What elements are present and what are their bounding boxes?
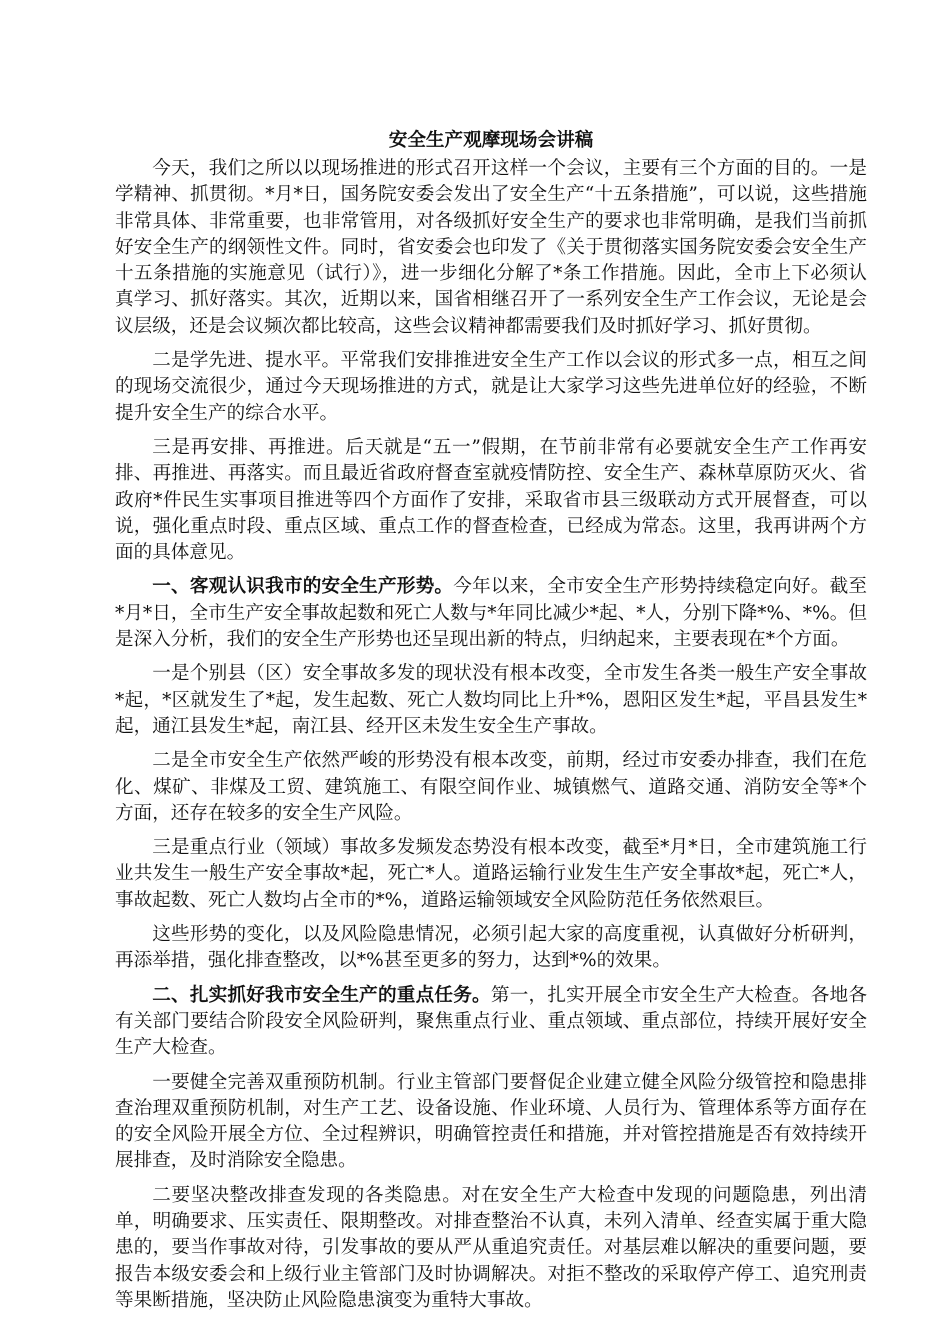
paragraph-situation-three (115, 835, 867, 914)
paragraph-text: 今天，我们之所以以现场推进的形式召开这样一个会议，主要有三个方面的目的。一是学精神、抓贯彻。*月*日，国务院安委会发出了安全生产“十五条措施”，可以说，这些措施非常具体、非常重要，也非常管用，对各级抓好安全生产的要求也非常明确，是我们当前抓好安全生产的纲领性文件。同时，省安委会也印发了《关于贯彻落实国务院安委会安全生产十五条措施的实施意见（试行）》，进一步细化分解了*条工作措施。因此，全市上下必须认真学习、抓好落实。其次，近期以来，国省相继召开了一系列安全生产工作会议，无论是会议层级，还是会议频次都比较高，这些会议精神都需要我们及时抓好学习、抓好贯彻。 (115, 158, 867, 337)
paragraph-text: 三是再安排、再推进。后天就是“五一”假期，在节前非常有必要就安全生产工作再安排、再推进、再落实。而且最近省政府督查室就疫情防控、安全生产、森林草原防灭火、省政府*件民生实事项目推进等四个方面作了安排，采取省市县三级联动方式开展督查，可以说，强化重点时段、重点区域、重点工作的督查检查，已经成为常态。这里，我再讲两个方面的具体意见。 (115, 436, 867, 564)
paragraph-text: 第一，扎实开展全市安全生产大检查。各地各有关部门要结合阶段安全风险研判，聚焦重点行业、重点领域、重点部位，持续开展好安全生产大检查。 (115, 984, 867, 1059)
paragraph-text: 二是全市安全生产依然严峻的形势没有根本改变，前期，经过市安委办排查，我们在危化、煤矿、非煤及工贸、建筑施工、有限空间作业、城镇燃气、道路交通、消防安全等*个方面，还存在较多的安全生产风险。 (115, 750, 867, 824)
paragraph-task-two (115, 1183, 867, 1314)
paragraph-text: 这些形势的变化，以及风险隐患情况，必须引起大家的高度重视，认真做好分析研判，再添举措，强化排查整改，以*%甚至更多的努力，达到*%的效果。 (115, 924, 867, 972)
paragraph-text: 二要坚决整改排查发现的各类隐患。对在安全生产大检查中发现的问题隐患，列出清单，明确要求、压实责任、限期整改。对排查整治不认真，未列入清单、经查实属于重大隐患的，要当作事故对待，引发事故的要从严从重追究责任。对基层难以解决的重要问题，要报告本级安委会和上级行业主管部门及时协调解决。对拒不整改的采取停产停工、追究刑责等果断措施，坚决防止风险隐患演变为重特大事故。 (115, 1184, 867, 1311)
paragraph-text: 二是学先进、提水平。平常我们安排推进安全生产工作以会议的形式多一点，相互之间的现场交流很少，通过今天现场推进的方式，就是让大家学习这些先进单位好的经验，不断提升安全生产的综合水平。 (115, 350, 867, 424)
document-title: 安全生产观摩现场会讲稿 (388, 130, 594, 151)
paragraph-section-one (115, 574, 867, 653)
document-page (115, 128, 867, 1322)
paragraph-purpose-two (115, 348, 867, 427)
paragraph-intro (115, 156, 867, 340)
paragraph-purpose-three (115, 435, 867, 566)
paragraph-situation-one (115, 661, 867, 740)
paragraph-text: 三是重点行业（领域）事故多发频发态势没有根本改变，截至*月*日，全市建筑施工行业共发生一般生产安全事故*起，死亡*人。道路运输行业发生生产安全事故*起，死亡*人，事故起数、死亡人数均占全市的*%，道路运输领域安全风险防范任务依然艰巨。 (115, 837, 867, 911)
paragraph-text: 一要健全完善双重预防机制。行业主管部门要督促企业建立健全风险分级管控和隐患排查治理双重预防机制，对生产工艺、设备设施、作业环境、人员行为、管理体系等方面存在的安全风险开展全方位、全过程辨识，明确管控责任和措施，并对管控措施是否有效持续开展排查，及时消除安全隐患。 (115, 1071, 867, 1172)
paragraph-section-two (115, 983, 867, 1062)
section-heading: 一、客观认识我市的安全生产形势。 (152, 576, 454, 598)
paragraph-situation-summary (115, 922, 867, 975)
paragraph-situation-two (115, 748, 867, 827)
paragraph-text: 一是个别县（区）安全事故多发的现状没有根本改变，全市发生各类一般生产安全事故*起，*区就发生了*起，发生起数、死亡人数均同比上升*%，恩阳区发生*起，平昌县发生*起，通江县发生*起，南江县、经开区未发生安全生产事故。 (115, 663, 867, 737)
section-heading: 二、扎实抓好我市安全生产的重点任务。 (152, 984, 491, 1006)
paragraph-task-one (115, 1070, 867, 1175)
paragraph-text: 今年以来，全市安全生产形势持续稳定向好。截至*月*日，全市生产安全事故起数和死亡人数与*年同比减少*起、*人，分别下降*%、*%。但是深入分析，我们的安全生产形势也还呈现出新的特点，归纳起来，主要表现在*个方面。 (115, 576, 867, 651)
